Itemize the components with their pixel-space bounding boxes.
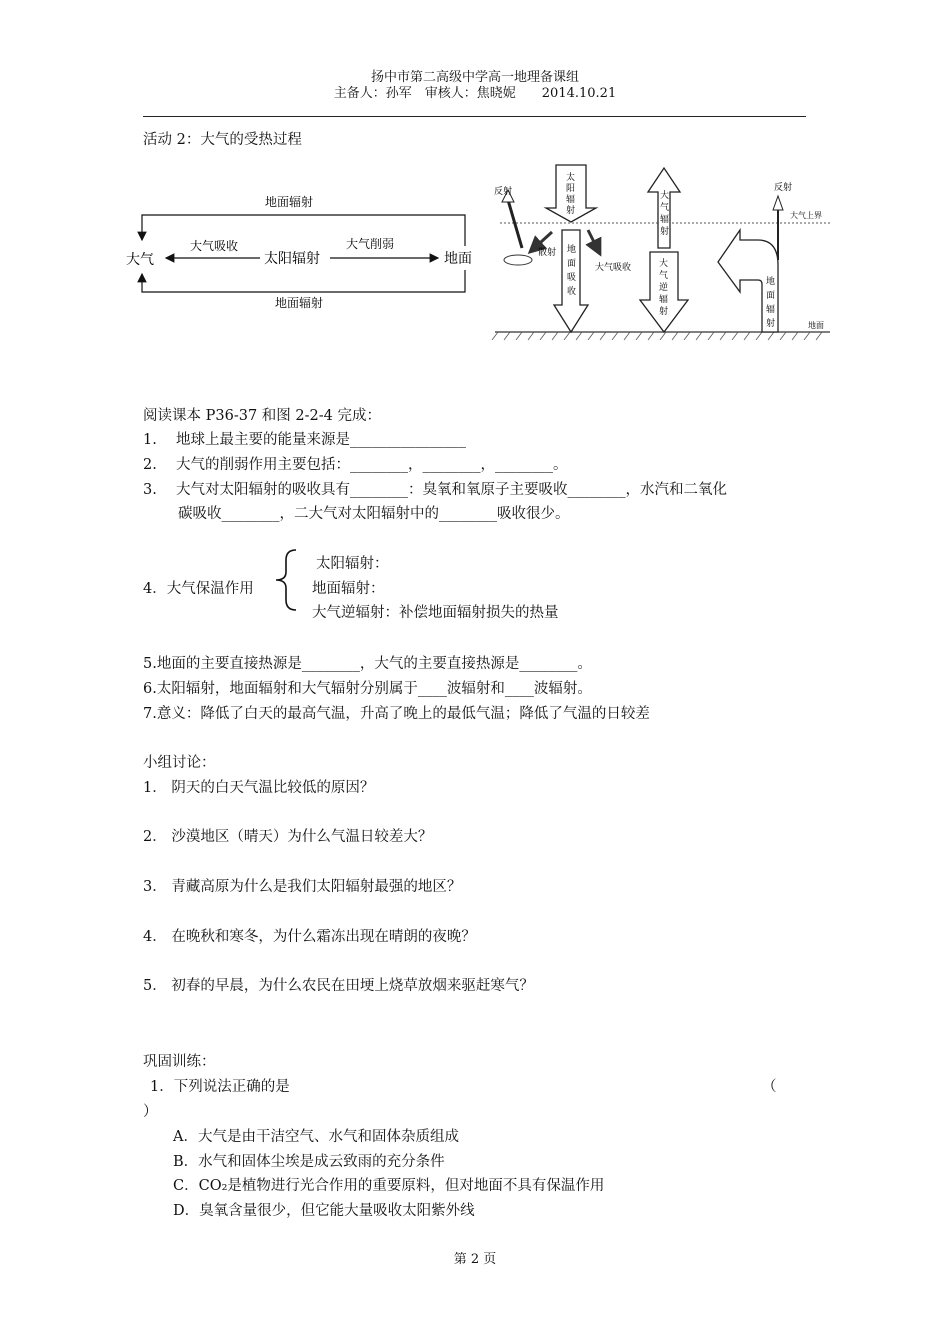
ground-label: 地面 bbox=[808, 321, 824, 330]
scatter-label: 散射 bbox=[538, 248, 557, 258]
svg-text:辐: 辐 bbox=[766, 305, 776, 315]
activity-title: 活动 2：大气的受热过程 bbox=[143, 132, 302, 148]
svg-text:气: 气 bbox=[660, 203, 670, 213]
reading-q3b: 碳吸收________，二大气对太阳辐射中的________吸收很少。 bbox=[178, 506, 570, 522]
ground-absorb-1: 地 bbox=[567, 245, 577, 255]
svg-text:收: 收 bbox=[567, 287, 577, 297]
practice-opt-d: D．臭氧含量很少，但它能大量吸收太阳紫外线 bbox=[173, 1203, 475, 1219]
practice-paren-open: （ bbox=[762, 1079, 777, 1095]
atmos-absorb-arrow bbox=[588, 230, 600, 254]
practice-q1: 1．下列说法正确的是 bbox=[150, 1079, 290, 1095]
discussion-q4: 4． 在晚秋和寒冬，为什么霜冻出现在晴朗的夜晚？ bbox=[143, 929, 476, 945]
svg-text:面: 面 bbox=[766, 291, 776, 301]
right-arrow-label: 大气削弱 bbox=[346, 237, 395, 251]
reflect-left-label: 反射 bbox=[494, 187, 513, 197]
ground-rad-1: 地 bbox=[766, 277, 776, 287]
atmos-rad-1: 大 bbox=[660, 191, 670, 201]
left-arrow-label: 大气吸收 bbox=[190, 239, 239, 253]
reflect-right-label: 反射 bbox=[774, 183, 793, 193]
practice-opt-c: C．CO₂是植物进行光合作用的重要原料，但对地面不具有保温作用 bbox=[173, 1178, 605, 1194]
discussion-title: 小组讨论： bbox=[143, 755, 216, 771]
reading-q2: 2. 大气的削弱作用主要包括：________，________，________。 bbox=[143, 457, 568, 473]
svg-text:辐: 辐 bbox=[660, 215, 670, 225]
svg-text:辐: 辐 bbox=[566, 195, 576, 205]
reading-intro: 阅读课本 P36-37 和图 2-2-4 完成： bbox=[143, 408, 381, 424]
reading-q3a: 3. 大气对太阳辐射的吸收具有________：臭氧和氧原子主要吸收________，水汽和二氧化 bbox=[143, 482, 727, 498]
svg-text:射: 射 bbox=[766, 319, 776, 329]
insulation-item2: 地面辐射： bbox=[312, 581, 385, 597]
svg-text:阳: 阳 bbox=[566, 184, 576, 194]
svg-text:气: 气 bbox=[659, 271, 669, 281]
svg-text:面: 面 bbox=[567, 259, 577, 269]
svg-text:射: 射 bbox=[659, 307, 669, 317]
item-q5: 5.地面的主要直接热源是________，大气的主要直接热源是________。 bbox=[143, 656, 592, 672]
solar-label-1: 太 bbox=[566, 173, 576, 183]
center-node: 太阳辐射 bbox=[264, 251, 320, 267]
heating-flow-diagram bbox=[120, 180, 490, 310]
practice-opt-a: A．大气是由干洁空气、水气和固体杂质组成 bbox=[173, 1129, 459, 1145]
page-number: 第 2 页 bbox=[453, 1252, 497, 1267]
practice-paren-close: ） bbox=[143, 1104, 158, 1120]
atmos-top-label: 大气上界 bbox=[790, 211, 822, 220]
svg-text:吸: 吸 bbox=[567, 273, 577, 283]
counter-rad-1: 大 bbox=[659, 259, 669, 269]
header-rule bbox=[143, 116, 806, 117]
discussion-q2: 2． 沙漠地区（晴天）为什么气温日较差大？ bbox=[143, 829, 433, 845]
discussion-q3: 3． 青藏高原为什么是我们太阳辐射最强的地区？ bbox=[143, 879, 462, 895]
discussion-q1: 1． 阴天的白天气温比较低的原因？ bbox=[143, 780, 375, 796]
svg-text:辐: 辐 bbox=[659, 295, 669, 305]
svg-text:射: 射 bbox=[660, 227, 670, 237]
svg-text:逆: 逆 bbox=[659, 283, 669, 293]
item-q7: 7.意义：降低了白天的最高气温，升高了晚上的最低气温；降低了气温的日较差 bbox=[143, 706, 650, 722]
insulation-item3: 大气逆辐射：补偿地面辐射损失的热量 bbox=[312, 605, 559, 621]
header-school: 扬中市第二高级中学高一地理备课组 bbox=[370, 70, 579, 85]
cloud bbox=[504, 255, 532, 265]
discussion-q5: 5． 初春的早晨，为什么农民在田埂上烧草放烟来驱赶寒气？ bbox=[143, 978, 534, 994]
practice-opt-b: B．水气和固体尘埃是成云致雨的充分条件 bbox=[173, 1154, 445, 1170]
reflect-left-arrow bbox=[508, 200, 522, 248]
radiation-diagram bbox=[490, 160, 835, 345]
insulation-label: 4．大气保温作用 bbox=[143, 581, 254, 597]
right-node: 地面 bbox=[444, 251, 472, 267]
header-preparers: 主备人：孙军 审核人：焦晓妮 2014.10.21 bbox=[333, 86, 617, 101]
svg-text:射: 射 bbox=[566, 206, 576, 216]
top-label: 地面辐射 bbox=[265, 195, 314, 209]
bottom-label: 地面辐射 bbox=[275, 296, 324, 310]
brace bbox=[272, 548, 302, 612]
practice-title: 巩固训练： bbox=[143, 1054, 216, 1070]
reading-q1: 1. 地球上最主要的能量来源是________________ bbox=[143, 432, 466, 448]
left-node: 大气 bbox=[126, 252, 154, 268]
atmos-absorb-label: 大气吸收 bbox=[595, 263, 632, 273]
item-q6: 6.太阳辐射，地面辐射和大气辐射分别属于____波辐射和____波辐射。 bbox=[143, 681, 592, 697]
insulation-item1: 太阳辐射： bbox=[316, 556, 389, 572]
bottom-loop-line bbox=[142, 270, 465, 292]
